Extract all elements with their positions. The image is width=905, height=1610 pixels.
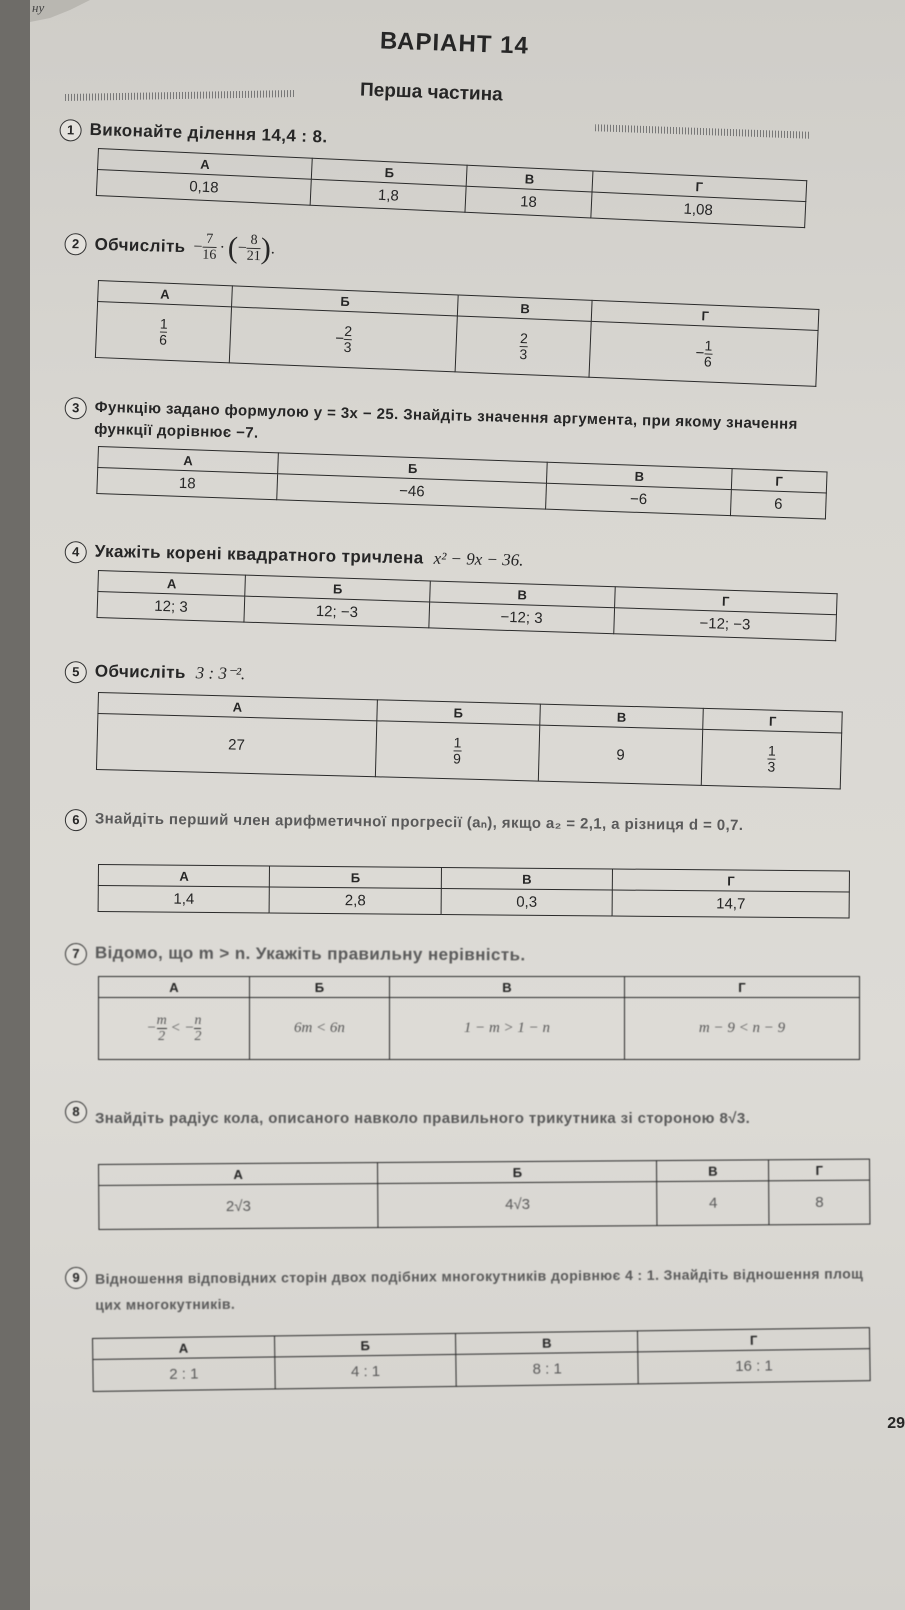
question-8 [65, 1100, 845, 1138]
option-label: Г [624, 977, 859, 998]
fraction: $\frac{2}{3}$ [519, 329, 529, 363]
answer-value: 12; −3 [244, 596, 429, 628]
answer-value: 14,7 [612, 890, 849, 918]
question-text: Відношення відповідних сторін двох подібних многокутників дорівнює 4 : 1. Знайдіть відношення площ цих многокутників. [95, 1265, 864, 1313]
question-text: Знайдіть перший член арифметичної прогресії (aₙ), якщо a₂ = 2,1, а різниця d = 0,7. [94, 810, 744, 835]
option-label: Г [592, 300, 819, 330]
answer-table-3 [96, 446, 827, 519]
answer-table-2 [95, 280, 820, 387]
question-number: 5 [65, 661, 87, 683]
question-9 [65, 1260, 865, 1318]
fraction: $\frac{8}{21}$ [246, 232, 261, 265]
fraction: $\frac{7}{16}$ [202, 231, 217, 263]
option-label: В [389, 977, 624, 998]
option-label: Б [278, 453, 548, 483]
question-number: 1 [59, 119, 82, 142]
option-label: А [98, 693, 377, 721]
answer-value: − $\frac{1}{6}$ [589, 321, 818, 386]
option-label: А [98, 571, 246, 597]
expression: 3 : 3⁻². [195, 663, 246, 684]
fraction: $\frac{1}{3}$ [767, 742, 776, 775]
answer-value: 1 − m > 1 − n [389, 998, 624, 1060]
answer-value: 6 [730, 490, 826, 519]
option-label: В [441, 867, 613, 889]
section-subtitle: Перша частина [359, 79, 504, 106]
question-number: 7 [65, 943, 87, 965]
question-number: 2 [64, 233, 87, 256]
option-label: В [466, 165, 592, 192]
answer-value: 0,3 [441, 888, 613, 915]
answer-value: m − 9 < n − 9 [624, 998, 859, 1060]
variant-title: ВАРІАНТ 14 [379, 27, 530, 60]
answer-value: 6m < 6n [249, 998, 389, 1060]
option-label: А [99, 1163, 378, 1186]
answer-table-9 [92, 1327, 871, 1392]
question-number: 4 [65, 541, 87, 563]
question-text: Обчисліть [94, 661, 186, 683]
answer-table-6 [98, 864, 850, 919]
option-label: Б [312, 158, 468, 186]
answer-value: 8 [769, 1180, 870, 1225]
answer-value: − $\frac{m}{2}$ < − $\frac{n}{2}$ [99, 998, 250, 1060]
question-text: Обчисліть [94, 234, 186, 256]
fraction: $\frac{2}{3}$ [343, 322, 353, 356]
answer-value [456, 316, 592, 377]
answer-value: 4√3 [378, 1182, 658, 1228]
fraction: $\frac{1}{6}$ [158, 315, 169, 348]
corner-scribble: ну [32, 0, 45, 15]
answer-table-4 [96, 570, 837, 641]
option-label: Б [377, 700, 540, 725]
answer-value: 1,08 [591, 192, 806, 228]
answer-value: 18 [97, 468, 278, 500]
option-label: В [430, 581, 615, 608]
fraction: $\frac{m}{2}$ [156, 1013, 167, 1044]
question-number: 8 [65, 1101, 87, 1123]
option-label: А [98, 281, 233, 307]
answer-value: −12; −3 [613, 608, 836, 641]
answer-value [702, 729, 842, 789]
answer-value: 18 [465, 186, 592, 218]
answer-value: 12; 3 [97, 592, 245, 623]
answer-value: 2,8 [269, 887, 441, 914]
answer-value: 16 : 1 [638, 1349, 870, 1384]
option-label: Б [378, 1161, 657, 1184]
question-text: Функцію задано формулою y = 3x − 25. Знайдіть значення аргумента, при якому значення функції дорівнює −7. [93, 398, 798, 442]
answer-value: −46 [277, 474, 547, 509]
option-label: Б [245, 575, 430, 602]
question-6 [65, 808, 835, 839]
question-text: Виконайте ділення 14,4 : 8. [89, 119, 328, 147]
option-label: Г [703, 708, 842, 733]
option-label: А [98, 447, 279, 474]
question-number: 3 [64, 397, 87, 420]
answer-value: − $\frac{2}{3}$ [229, 307, 458, 372]
answer-table-7 [98, 976, 860, 1060]
expression: x² − 9x − 36. [433, 548, 524, 570]
option-label: А [93, 1336, 275, 1360]
answer-table-8 [98, 1159, 870, 1230]
answer-value: 2 : 1 [93, 1357, 275, 1392]
decor-line-left [65, 90, 295, 101]
question-text: Знайдіть радіус кола, описаного навколо правильного трикутника зі стороною 8√3. [95, 1110, 751, 1127]
question-4 [65, 540, 524, 573]
answer-value: 27 [96, 714, 376, 777]
answer-value [95, 302, 231, 363]
question-1 [59, 118, 328, 149]
option-label: В [458, 295, 593, 321]
answer-value: 1,4 [98, 886, 270, 913]
expression: − $\frac{7}{16}$ · ( − $\frac{8}{21}$ ) . [193, 230, 276, 265]
fraction: $\frac{1}{6}$ [703, 337, 713, 370]
decor-line-right [595, 124, 810, 138]
option-label: В [657, 1160, 769, 1182]
option-label: Б [270, 866, 442, 888]
option-label: Б [249, 977, 389, 998]
fraction: $\frac{1}{9}$ [452, 734, 462, 767]
option-label: Г [638, 1328, 870, 1352]
answer-value: 4 : 1 [274, 1354, 456, 1389]
question-number: 9 [65, 1267, 87, 1289]
question-number: 6 [65, 809, 87, 831]
option-label: А [98, 865, 270, 887]
answer-value [375, 721, 539, 781]
option-label: Б [274, 1333, 456, 1357]
option-label: Г [731, 469, 827, 493]
option-label: Г [769, 1159, 870, 1181]
option-label: В [539, 704, 703, 729]
question-2 [64, 228, 275, 264]
option-label: В [547, 462, 732, 489]
question-text: Відомо, що m > n. Укажіть правильну нерівність. [94, 943, 526, 965]
page-number: 29 [887, 1415, 905, 1432]
answer-value: 9 [538, 725, 703, 785]
answer-value: 8 : 1 [456, 1352, 638, 1387]
option-label: В [456, 1331, 638, 1355]
textbook-page [30, 0, 905, 1610]
torn-corner [30, 0, 130, 40]
fraction: $\frac{n}{2}$ [194, 1013, 202, 1044]
answer-table-1 [96, 148, 807, 228]
answer-value: 2√3 [99, 1184, 379, 1230]
option-label: А [98, 149, 313, 180]
option-label: Г [612, 869, 849, 892]
answer-value: −6 [546, 483, 731, 515]
question-7 [65, 942, 526, 967]
answer-value: −12; 3 [429, 602, 614, 634]
question-text: Укажіть корені квадратного тричлена [94, 541, 424, 568]
option-label: Г [614, 587, 837, 615]
answer-value: 0,18 [96, 170, 311, 206]
option-label: А [99, 977, 250, 998]
option-label: Б [232, 286, 459, 316]
answer-value: 1,8 [310, 179, 466, 212]
option-label: Г [592, 171, 807, 202]
answer-value: 4 [657, 1181, 769, 1226]
question-5 [65, 660, 246, 686]
answer-table-5 [96, 692, 843, 789]
